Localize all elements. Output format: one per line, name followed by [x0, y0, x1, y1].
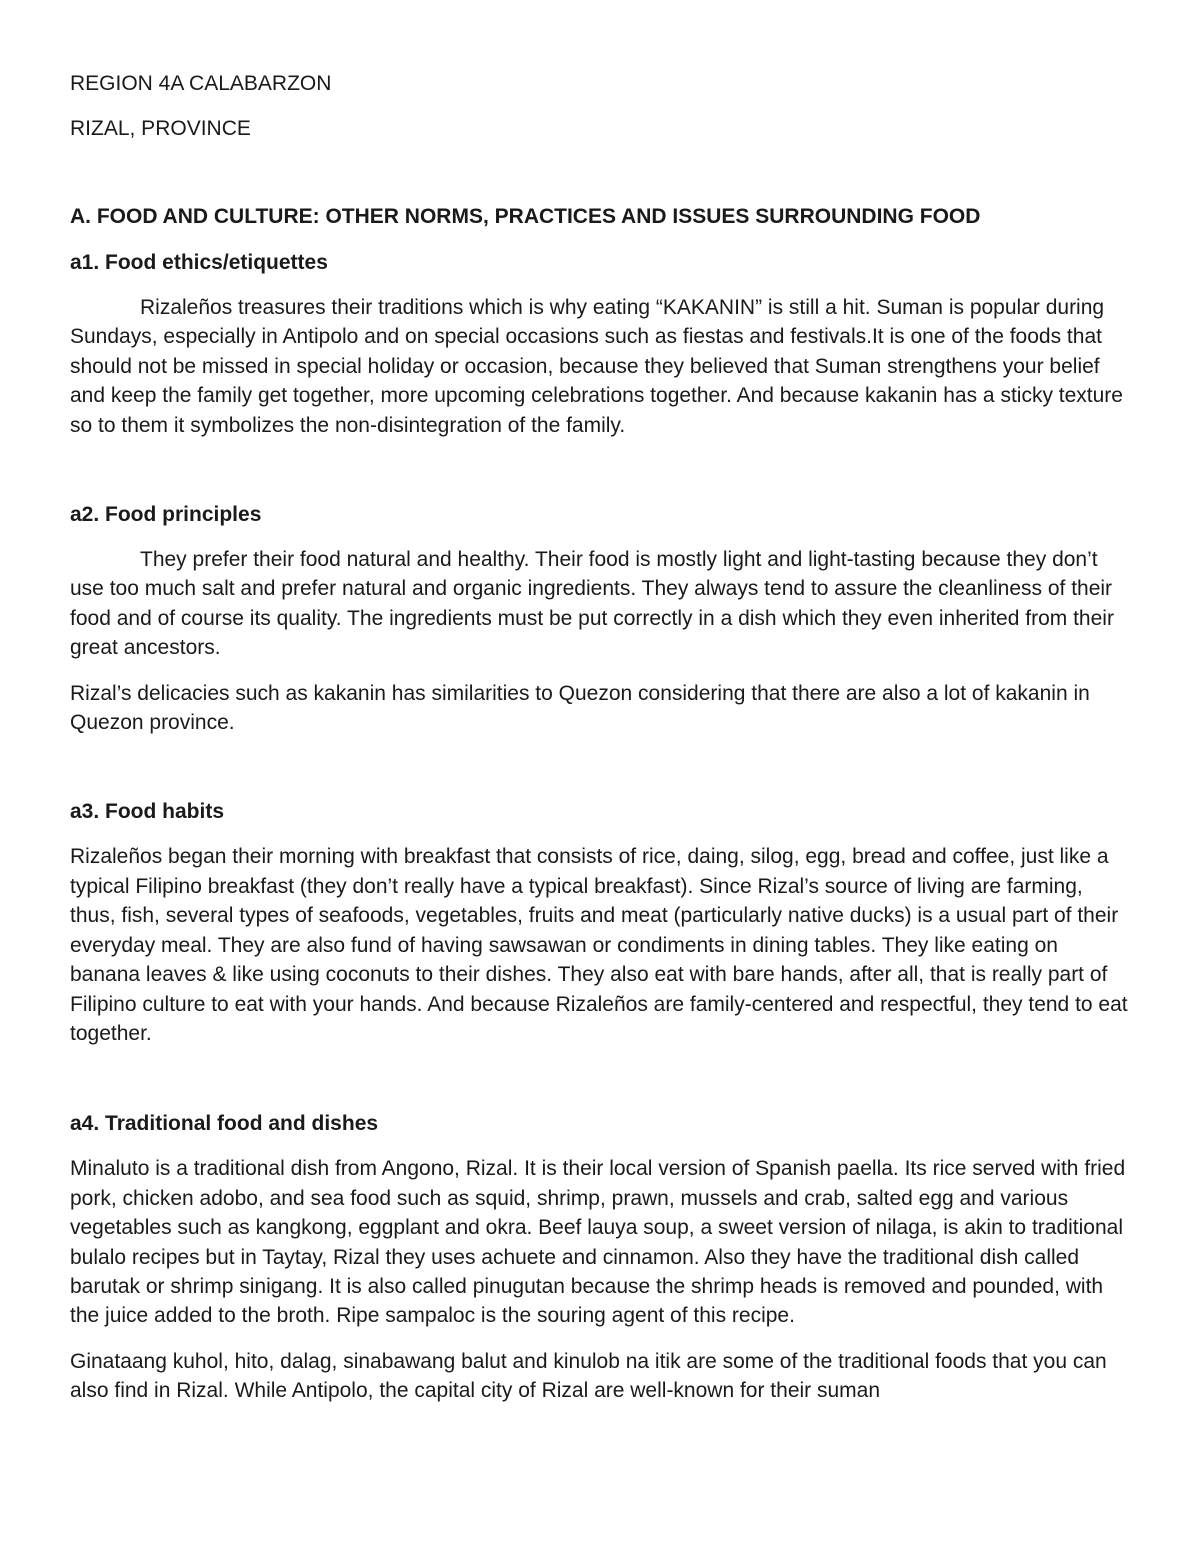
region-heading: REGION 4A CALABARZON	[70, 72, 332, 95]
paragraph-a4-1: Minaluto is a traditional dish from Angono, Rizal. It is their local version of Spanish paella. Its rice served with fried pork, chicken adobo, and sea food such as squid, shrimp, prawn, mussels and crab, salted egg and various vegetables such as kangkong, eggplant and okra. Beef lauya soup, a sweet version of nilaga, is akin to traditional bulalo recipes but in Taytay, Rizal they uses achuete and cinnamon. Also they have the traditional dish called barutak or shrimp sinigang. It is also called pinugutan because the shrimp heads is removed and pounded, with the juice added to the broth. Ripe sampaloc is the souring agent of this recipe.	[70, 1157, 1126, 1328]
subsection-title-a2: a2. Food principles	[70, 503, 262, 527]
subsection-title-a3: a3. Food habits	[70, 800, 225, 824]
section-title: A. FOOD AND CULTURE: OTHER NORMS, PRACTICES AND ISSUES SURROUNDING FOOD	[70, 205, 981, 228]
subsection-title-a4: a4. Traditional food and dishes	[70, 1112, 379, 1136]
subsection-title-a1: a1. Food ethics/etiquettes	[70, 251, 328, 274]
paragraph-a2-1: They prefer their food natural and healthy. Their food is mostly light and light-tasting because they don’t use too much salt and prefer natural and organic ingredients. They always tend to assure the cleanliness of their food and of course its quality. The ingredients must be put correctly in a dish which they even inherited from their great ancestors.	[70, 548, 1114, 660]
province-heading: RIZAL, PROVINCE	[70, 117, 251, 140]
paragraph-a2-2: Rizal’s delicacies such as kakanin has similarities to Quezon considering that there are also a lot of kakanin in Quezon province.	[70, 681, 1090, 735]
paragraph-a4-2: Ginataang kuhol, hito, dalag, sinabawang balut and kinulob na itik are some of the traditional foods that you can also find in Rizal. While Antipolo, the capital city of Rizal are well-known for their suman	[70, 1349, 1107, 1403]
paragraph-a1-1: Rizaleños treasures their traditions which is why eating “KAKANIN” is still a hit. Suman is popular during Sundays, especially in Antipolo and on special occasions such as fiestas and festivals.It is one of the foods that should not be missed in special holiday or occasion, because they believed that Suman strengthens your belief and keep the family get together, more upcoming celebrations together. And because kakanin has a sticky texture so to them it symbolizes the non-disintegration of the family.	[70, 296, 1123, 437]
document-page	[70, 70, 1132, 1406]
paragraph-a3-1: Rizaleños began their morning with breakfast that consists of rice, daing, silog, egg, bread and coffee, just like a typical Filipino breakfast (they don’t really have a typical breakfast). Since Rizal’s source of living are farming, thus, fish, several types of seafoods, vegetables, fruits and meat (particularly native ducks) is a usual part of their everyday meal. They are also fund of having sawsawan or condiments in dining tables. They like eating on banana leaves & like using coconuts to their dishes. They also eat with bare hands, after all, that is really part of Filipino culture to eat with your hands. And because Rizaleños are family-centered and respectful, they tend to eat together.	[70, 845, 1128, 1045]
